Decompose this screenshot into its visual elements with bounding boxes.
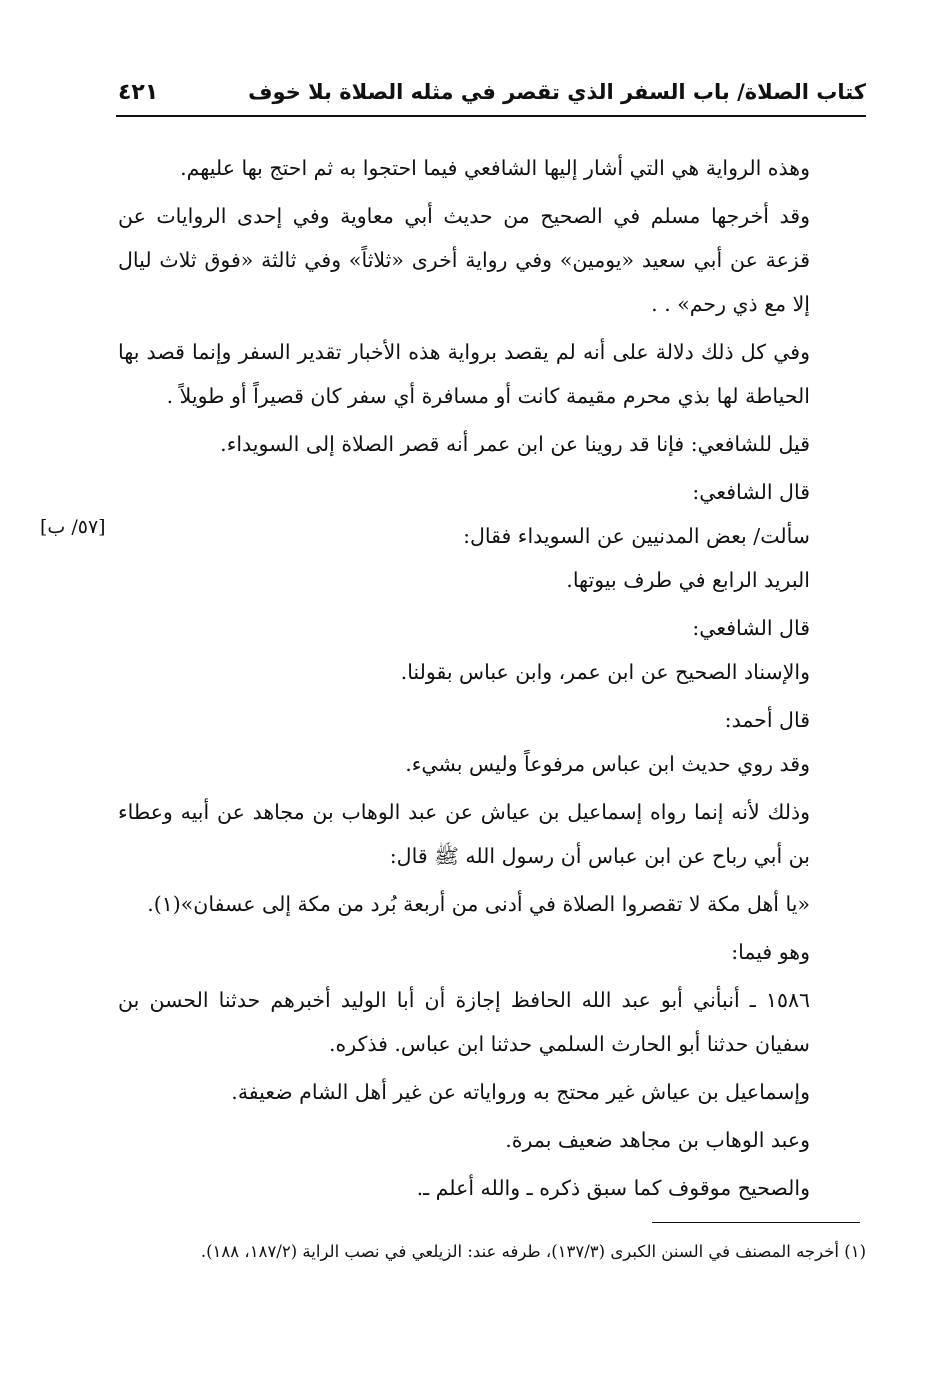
paragraph: وهذه الرواية هي التي أشار إليها الشافعي فيما احتجوا به ثم احتج بها عليهم.: [180, 156, 810, 180]
header-divider: [116, 115, 866, 117]
paragraph: وإسماعيل بن عياش غير محتج به ورواياته عن غير أهل الشام ضعيفة.: [231, 1080, 810, 1104]
paragraph: قال الشافعي:: [692, 480, 810, 504]
footnote-text: (١) أخرجه المصنف في السنن الكبرى (١٣٧/٣)، طرفه عند: الزيلعي في نصب الراية (١٨٧/٢، ١٨٨).: [200, 1242, 866, 1261]
paragraph: وذلك لأنه إنما رواه إسماعيل بن عياش عن عبد الوهاب بن مجاهد عن أبيه وعطاء بن أبي رباح عن ابن عباس أن رسول الله ﷺ قال:: [118, 800, 810, 868]
paragraph: والإسناد الصحيح عن ابن عمر، وابن عباس بقولنا.: [400, 660, 810, 684]
paragraph: وعبد الوهاب بن مجاهد ضعيف بمرة.: [505, 1128, 810, 1152]
running-header: [118, 72, 866, 112]
running-title: كتاب الصلاة/ باب السفر الذي تقصر في مثله الصلاة بلا خوف: [248, 80, 866, 104]
paragraph: «يا أهل مكة لا تقصروا الصلاة في أدنى من أربعة بُرد من مكة إلى عسفان»(١).: [147, 892, 810, 916]
main-text: [118, 146, 866, 1210]
paragraph: وقد روي حديث ابن عباس مرفوعاً وليس بشيء.: [405, 752, 810, 776]
paragraph: وهو فيما:: [731, 940, 810, 964]
hadith-number-paragraph: ١٥٨٦ ـ أنبأني أبو عبد الله الحافظ إجازة أن أبا الوليد أخبرهم حدثنا الحسن بن سفيان حدثنا أبو الحارث السلمي حدثنا ابن عباس. فذكره.: [118, 988, 810, 1056]
manuscript-folio-marker: [٥٧/ ب]: [40, 516, 106, 538]
paragraph: وفي كل ذلك دلالة على أنه لم يقصد برواية هذه الأخبار تقدير السفر وإنما قصد بها الحياطة لها بذي محرم مقيمة كانت أو مسافرة أي سفر كان قصيراً أو طويلاً .: [118, 340, 810, 408]
paragraph: سألت/ بعض المدنيين عن السويداء فقال:: [463, 524, 810, 548]
paragraph: قيل للشافعي: فإنا قد روينا عن ابن عمر أنه قصر الصلاة إلى السويداء.: [220, 432, 810, 456]
paragraph: والصحيح موقوف كما سبق ذكره ـ والله أعلم ـ.: [416, 1176, 810, 1200]
page-number: ٤٢١: [118, 79, 159, 105]
paragraph: البريد الرابع في طرف بيوتها.: [566, 568, 810, 592]
footnote: [118, 1235, 866, 1268]
paragraph: وقد أخرجها مسلم في الصحيح من حديث أبي معاوية وفي إحدى الروايات عن قزعة عن أبي سعيد «يومين» وفي رواية أخرى «ثلاثاً» وفي ثالثة «فوق ثلاث ليال إلا مع ذي رحم» . .: [118, 204, 810, 316]
paragraph: قال الشافعي:: [692, 616, 810, 640]
footnote-divider: [652, 1222, 860, 1223]
paragraph: قال أحمد:: [724, 708, 810, 732]
